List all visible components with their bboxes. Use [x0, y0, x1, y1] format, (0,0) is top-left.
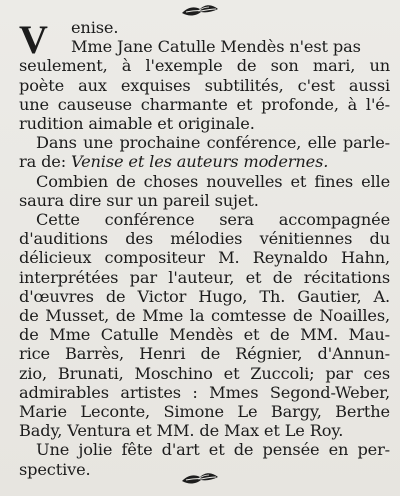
paragraph-5-line-1: Une jolie fête d'art et de pensée en per- — [36, 440, 390, 460]
paragraph-3-line-2: saura dire sur un pareil sujet. — [19, 190, 259, 210]
paragraph-1-line-3: seulement, à l'exemple de son mari, un — [19, 56, 390, 76]
paragraph-4-line-2: d'auditions des mélodies vénitiennes du — [19, 229, 390, 249]
lecture-title: Venise et les auteurs modernes. — [71, 152, 329, 172]
paragraph-2-line-1: Dans une prochaine conférence, elle parle- — [36, 133, 390, 153]
paragraph-4-line-10: admirables artistes : Mmes Segond-Weber, — [19, 382, 390, 402]
paragraph-4-line-5: d'œuvres de Victor Hugo, Th. Gautier, A. — [19, 286, 390, 306]
paragraph-4-line-12: Bady, Ventura et MM. de Max et Le Roy. — [19, 421, 344, 441]
paragraph-4-line-11: Marie Leconte, Simone Le Bargy, Berthe — [19, 402, 390, 422]
paragraph-4-line-4: interprétées par l'auteur, et de récitations — [19, 267, 390, 287]
paragraph-4-line-6: de Musset, de Mme la comtesse de Noailles, — [19, 306, 390, 326]
paragraph-4-line-9: zio, Brunati, Moschino et Zuccoli; par ces — [19, 363, 390, 383]
paragraph-5-line-2: spective. — [19, 459, 91, 479]
paragraph-1-line-2: Mme Jane Catulle Mendès n'est pas — [71, 37, 361, 57]
article-body — [19, 18, 390, 479]
paragraph-1-line-6: rudition aimable et originale. — [19, 114, 255, 134]
leaf-icon — [178, 468, 222, 490]
paragraph-4-line-3: délicieux compositeur M. Reynaldo Hahn, — [19, 248, 390, 268]
paragraph-2-prefix: ra de: — [19, 152, 72, 172]
paragraph-3-line-1: Combien de choses nouvelles et fines elle — [36, 171, 390, 191]
paragraph-4-line-1: Cette conférence sera accompagnée — [36, 210, 390, 230]
paragraph-1-line-5: une causeuse charmante et profonde, à l'é- — [19, 94, 390, 114]
paragraph-4-line-7: de Mme Catulle Mendès et de MM. Mau- — [19, 325, 390, 345]
bottom-leaf-ornament — [178, 468, 222, 490]
paragraph-2-line-2 — [19, 152, 390, 171]
drop-cap: V — [19, 17, 48, 62]
opening-text: enise. — [71, 18, 119, 37]
paragraph-4-line-8: rice Barrès, Henri de Régnier, d'Annun- — [19, 344, 390, 364]
paragraph-1-line-4: poète aux exquises subtilités, c'est aussi — [19, 75, 390, 95]
